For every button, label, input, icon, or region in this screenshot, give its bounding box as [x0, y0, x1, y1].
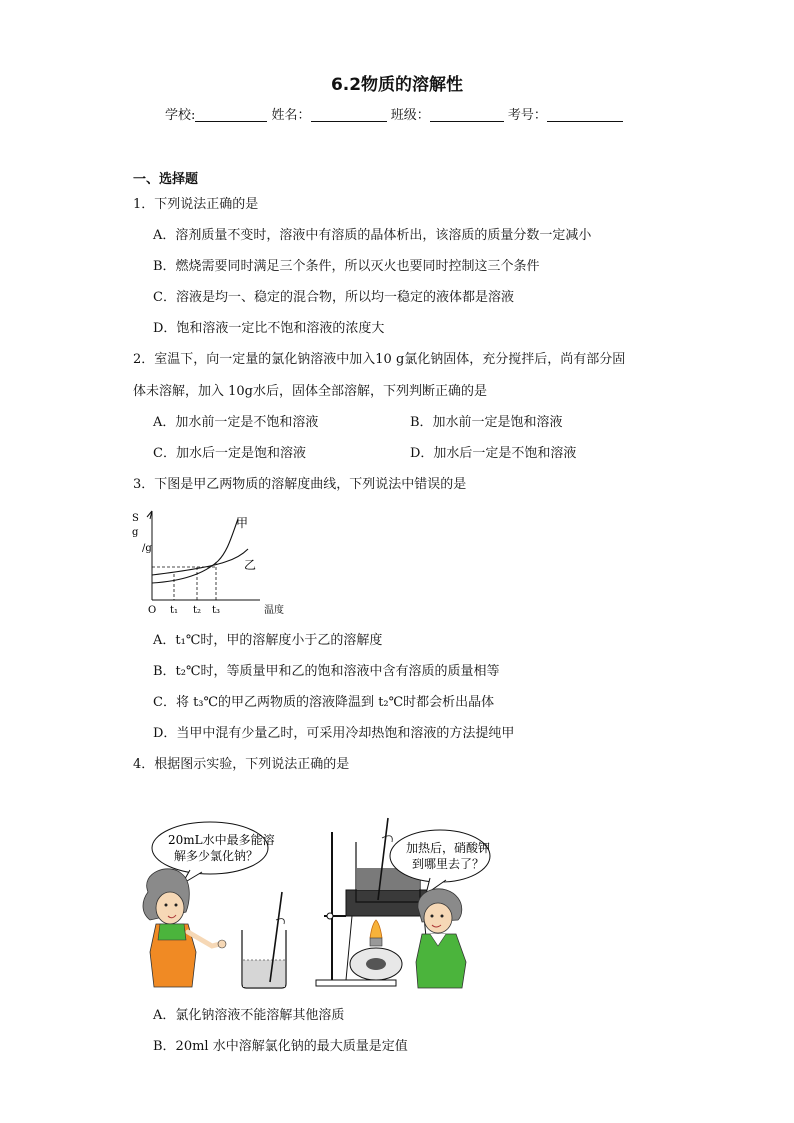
right-bubble-line2: 到哪里去了？	[412, 857, 485, 871]
name-blank[interactable]	[311, 107, 387, 122]
left-beaker	[242, 892, 286, 988]
left-bubble-line1: 20mL水中最多能溶	[168, 833, 275, 847]
q3-option-a: A．t₁℃时，甲的溶解度小于乙的溶解度	[153, 633, 383, 648]
q1-option-b: B．燃烧需要同时满足三个条件，所以灭火也要同时控制这三个条件	[153, 259, 540, 274]
curve-label-jia: 甲	[236, 516, 249, 530]
left-bubble-line2: 解多少氯化钠？	[174, 849, 259, 863]
q4-option-a: A．氯化钠溶液不能溶解其他溶质	[153, 1008, 345, 1023]
q2-stem-line2: 体未溶解，加入 10g水后，固体全部溶解，下列判断正确的是	[133, 384, 487, 399]
boy-figure	[416, 889, 466, 988]
experiment-illustration	[130, 812, 495, 997]
school-label: 学校:	[165, 108, 196, 123]
class-blank[interactable]	[430, 107, 504, 122]
q1-stem: 1．下列说法正确的是	[133, 197, 259, 212]
q1-option-d: D．饱和溶液一定比不饱和溶液的浓度大	[153, 321, 385, 336]
q2-option-b: B．加水前一定是饱和溶液	[410, 415, 563, 430]
q2-option-d: D．加水后一定是不饱和溶液	[410, 446, 577, 461]
student-info	[165, 104, 623, 123]
q4-stem: 4．根据图示实验，下列说法正确的是	[133, 757, 350, 772]
school-blank[interactable]	[195, 107, 267, 122]
girl-figure	[143, 869, 226, 987]
origin-label: O	[148, 605, 157, 616]
number-blank[interactable]	[547, 107, 623, 122]
curve-yi	[152, 549, 248, 575]
tick-t3: t₃	[212, 605, 221, 616]
q3-stem: 3．下图是甲乙两物质的溶解度曲线，下列说法中错误的是	[133, 477, 467, 492]
tick-t2: t₂	[193, 605, 202, 616]
solubility-curve-diagram	[130, 505, 300, 620]
y-axis-arrow	[147, 511, 152, 519]
name-label: 姓名：	[271, 108, 311, 123]
right-bubble-line1: 加热后，硝酸钾	[406, 841, 491, 855]
x-axis-label: 温度	[264, 605, 284, 616]
page-title: 6.2物质的溶解性	[330, 75, 464, 95]
number-label: 考号：	[507, 108, 547, 123]
curve-label-yi: 乙	[244, 558, 257, 572]
y-label-s: S	[132, 513, 139, 524]
q3-option-d: D．当甲中混有少量乙时，可采用冷却热饱和溶液的方法提纯甲	[153, 726, 515, 741]
q2-stem-line1: 2．室温下，向一定量的氯化钠溶液中加入10 g氯化钠固体，充分搅拌后，尚有部分固	[133, 352, 626, 367]
class-label: 班级：	[390, 108, 430, 123]
q4-option-b: B．20ml 水中溶解氯化钠的最大质量是定值	[153, 1039, 408, 1054]
q1-option-c: C．溶液是均一、稳定的混合物，所以均一稳定的液体都是溶液	[153, 290, 514, 305]
y-label-unit: /g	[142, 543, 152, 554]
q3-option-b: B．t₂℃时，等质量甲和乙的饱和溶液中含有溶质的质量相等	[153, 664, 500, 679]
q3-option-c: C．将 t₃℃的甲乙两物质的溶液降温到 t₂℃时都会析出晶体	[153, 695, 495, 710]
q2-option-c: C．加水后一定是饱和溶液	[153, 446, 306, 461]
section-heading: 一、选择题	[133, 172, 199, 187]
q2-option-a: A．加水前一定是不饱和溶液	[153, 415, 319, 430]
alcohol-burner	[350, 920, 402, 980]
tick-t1: t₁	[170, 605, 179, 616]
q1-option-a: A．溶剂质量不变时，溶液中有溶质的晶体析出，该溶质的质量分数一定减小	[153, 228, 592, 243]
y-label-g: g	[132, 527, 139, 538]
